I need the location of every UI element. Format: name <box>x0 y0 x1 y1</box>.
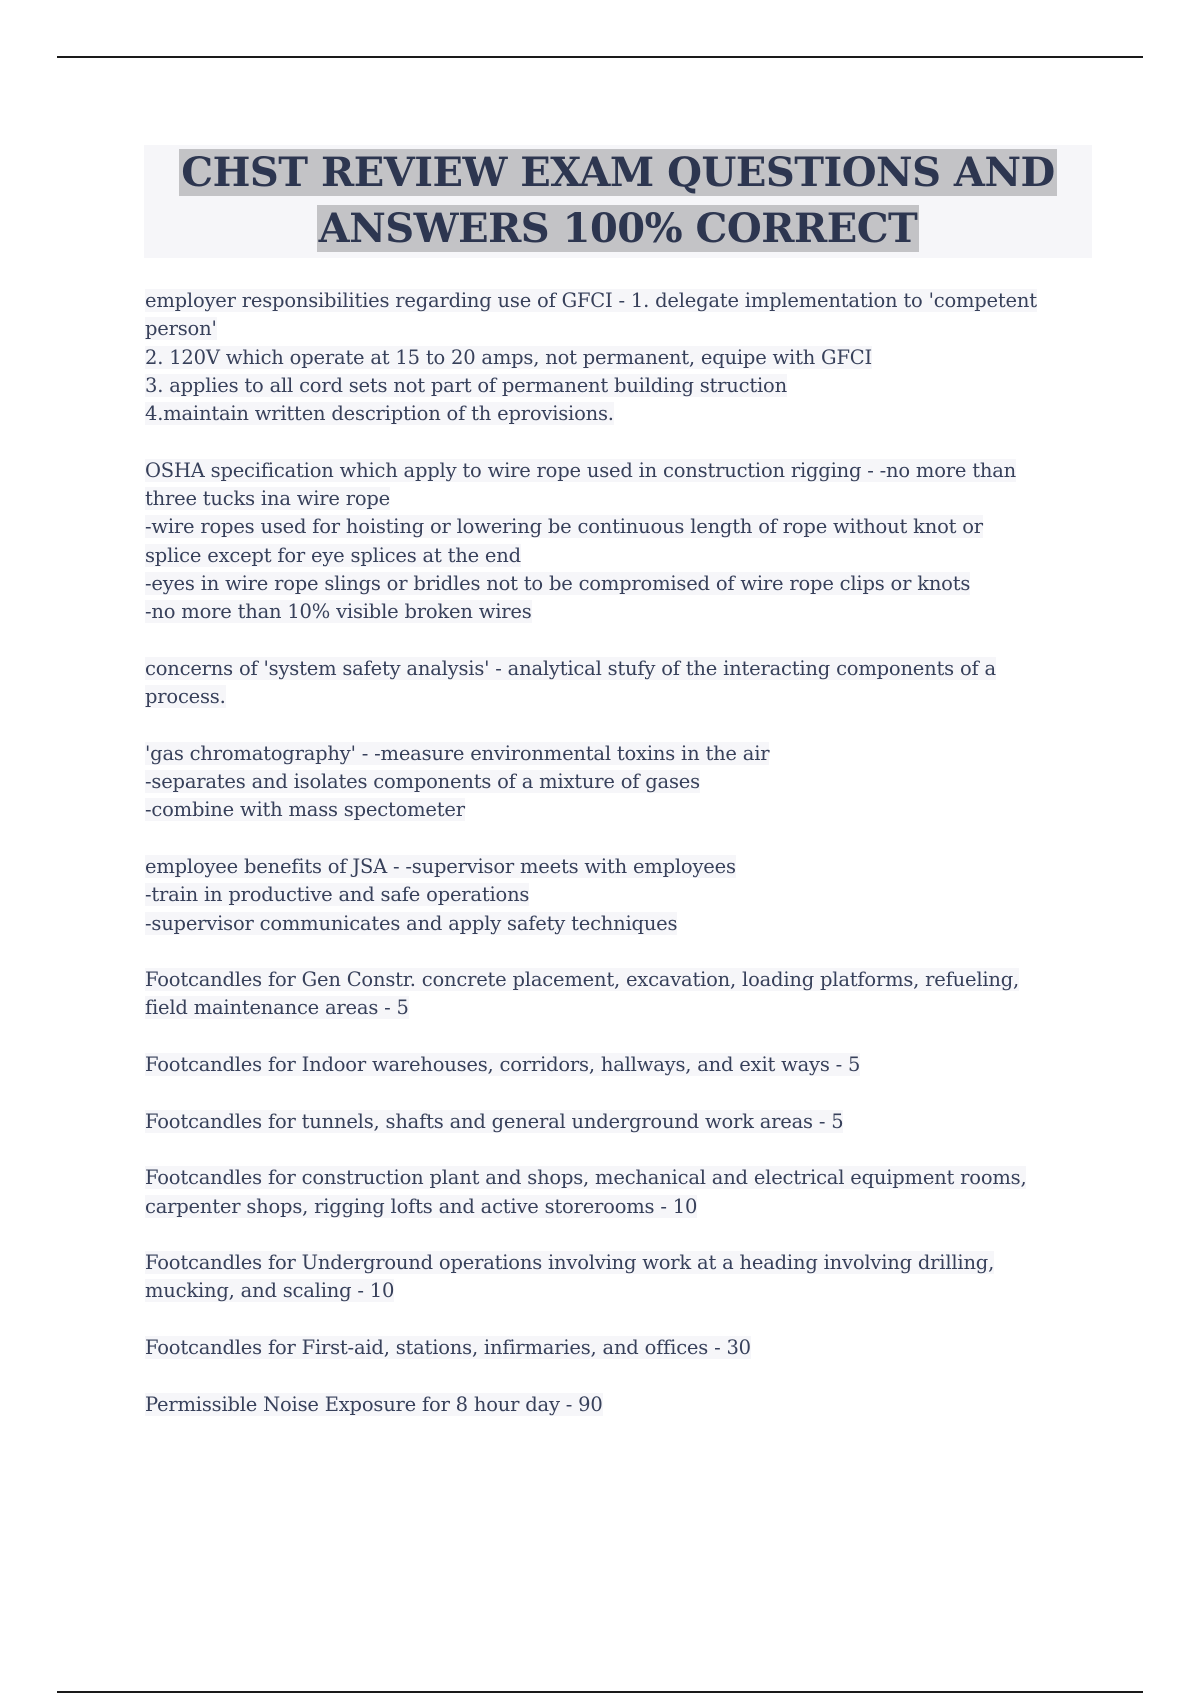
qa-entry <box>145 1108 1105 1136</box>
qa-entry-line <box>145 655 1105 683</box>
qa-entry-line <box>145 542 1105 570</box>
qa-entry-text: -wire ropes used for hoisting or lowering be continuous length of rope without knot or <box>145 515 983 539</box>
document-body <box>145 287 1105 1447</box>
title-line-1: CHST REVIEW EXAM QUESTIONS AND <box>181 149 1055 196</box>
qa-entry-text: person' <box>145 317 217 341</box>
document-title <box>144 145 1092 257</box>
qa-entry-text: Footcandles for Indoor warehouses, corridors, hallways, and exit ways - 5 <box>145 1053 861 1077</box>
qa-entry-line <box>145 853 1105 881</box>
qa-entry <box>145 287 1105 428</box>
qa-entry-line <box>145 1391 1105 1419</box>
qa-entry <box>145 457 1105 627</box>
qa-entry-line <box>145 1051 1105 1079</box>
qa-entry-line <box>145 372 1105 400</box>
qa-entry <box>145 655 1105 712</box>
qa-entry-text: -train in productive and safe operations <box>145 883 530 907</box>
qa-entry <box>145 1391 1105 1419</box>
qa-entry-line <box>145 287 1105 315</box>
qa-entry-line <box>145 910 1105 938</box>
qa-entry-line <box>145 683 1105 711</box>
qa-entry-line <box>145 1193 1105 1221</box>
qa-entry <box>145 1334 1105 1362</box>
qa-entry-text: carpenter shops, rigging lofts and active storerooms - 10 <box>145 1194 698 1218</box>
qa-entry <box>145 1164 1105 1221</box>
qa-entry-text: -no more than 10% visible broken wires <box>145 600 532 624</box>
qa-entry-text: 2. 120V which operate at 15 to 20 amps, not permanent, equipe with GFCI <box>145 345 872 369</box>
qa-entry-line <box>145 598 1105 626</box>
qa-entry-text: 3. applies to all cord sets not part of permanent building struction <box>145 373 787 397</box>
qa-entry-text: employee benefits of JSA - -supervisor meets with employees <box>145 854 736 878</box>
qa-entry-text: -combine with mass spectometer <box>145 798 465 822</box>
qa-entry-text: 4.maintain written description of th eprovisions. <box>145 402 614 426</box>
qa-entry-line <box>145 513 1105 541</box>
qa-entry-line <box>145 1164 1105 1192</box>
qa-entry-text: Footcandles for Gen Constr. concrete placement, excavation, loading platforms, refueling, <box>145 968 1020 992</box>
qa-entry-line <box>145 1277 1105 1305</box>
qa-entry-text: employer responsibilities regarding use of GFCI - 1. delegate implementation to 'competent <box>145 289 1037 312</box>
qa-entry-text: three tucks ina wire rope <box>145 487 391 511</box>
qa-entry <box>145 966 1105 1023</box>
qa-entry-line <box>145 966 1105 994</box>
qa-entry-line <box>145 1249 1105 1277</box>
qa-entry-line <box>145 740 1105 768</box>
qa-entry-line <box>145 994 1105 1022</box>
qa-entry-text: 'gas chromatography' - -measure environmental toxins in the air <box>145 741 770 765</box>
qa-entry-text: -separates and isolates components of a mixture of gases <box>145 770 700 794</box>
footer-rule <box>57 1691 1143 1693</box>
qa-entry <box>145 1051 1105 1079</box>
qa-entry-line <box>145 570 1105 598</box>
qa-entry-text: Permissible Noise Exposure for 8 hour day - 90 <box>145 1392 603 1416</box>
qa-entry-line <box>145 344 1105 372</box>
qa-entry <box>145 853 1105 938</box>
qa-entry-line <box>145 457 1105 485</box>
qa-entry-line <box>145 315 1105 343</box>
qa-entry-line <box>145 485 1105 513</box>
qa-entry-text: -eyes in wire rope slings or bridles not to be compromised of wire rope clips or knots <box>145 571 971 595</box>
qa-entry-line <box>145 768 1105 796</box>
qa-entry-text: Footcandles for construction plant and shops, mechanical and electrical equipment rooms, <box>145 1166 1027 1190</box>
header-rule <box>57 56 1143 58</box>
title-band <box>144 145 1092 258</box>
qa-entry-line <box>145 1108 1105 1136</box>
qa-entry-text: OSHA specification which apply to wire rope used in construction rigging - -no more than <box>145 458 1017 482</box>
title-line-2: ANSWERS 100% CORRECT <box>318 205 918 252</box>
qa-entry-line <box>145 400 1105 428</box>
qa-entry <box>145 740 1105 825</box>
qa-entry-text: concerns of 'system safety analysis' - analytical stufy of the interacting components of a <box>145 656 996 680</box>
qa-entry-text: -supervisor communicates and apply safety techniques <box>145 911 678 935</box>
qa-entry-text: process. <box>145 685 226 709</box>
qa-entry-line <box>145 796 1105 824</box>
qa-entry-line <box>145 881 1105 909</box>
qa-entry-text: splice except for eye splices at the end <box>145 543 521 567</box>
qa-entry-text: field maintenance areas - 5 <box>145 996 409 1020</box>
qa-entry <box>145 1249 1105 1306</box>
qa-entry-text: Footcandles for Underground operations involving work at a heading involving drilling, <box>145 1251 995 1275</box>
qa-entry-text: Footcandles for First-aid, stations, infirmaries, and offices - 30 <box>145 1335 751 1359</box>
qa-entry-text: Footcandles for tunnels, shafts and general underground work areas - 5 <box>145 1109 844 1133</box>
qa-entry-line <box>145 1334 1105 1362</box>
qa-entry-text: mucking, and scaling - 10 <box>145 1279 395 1303</box>
